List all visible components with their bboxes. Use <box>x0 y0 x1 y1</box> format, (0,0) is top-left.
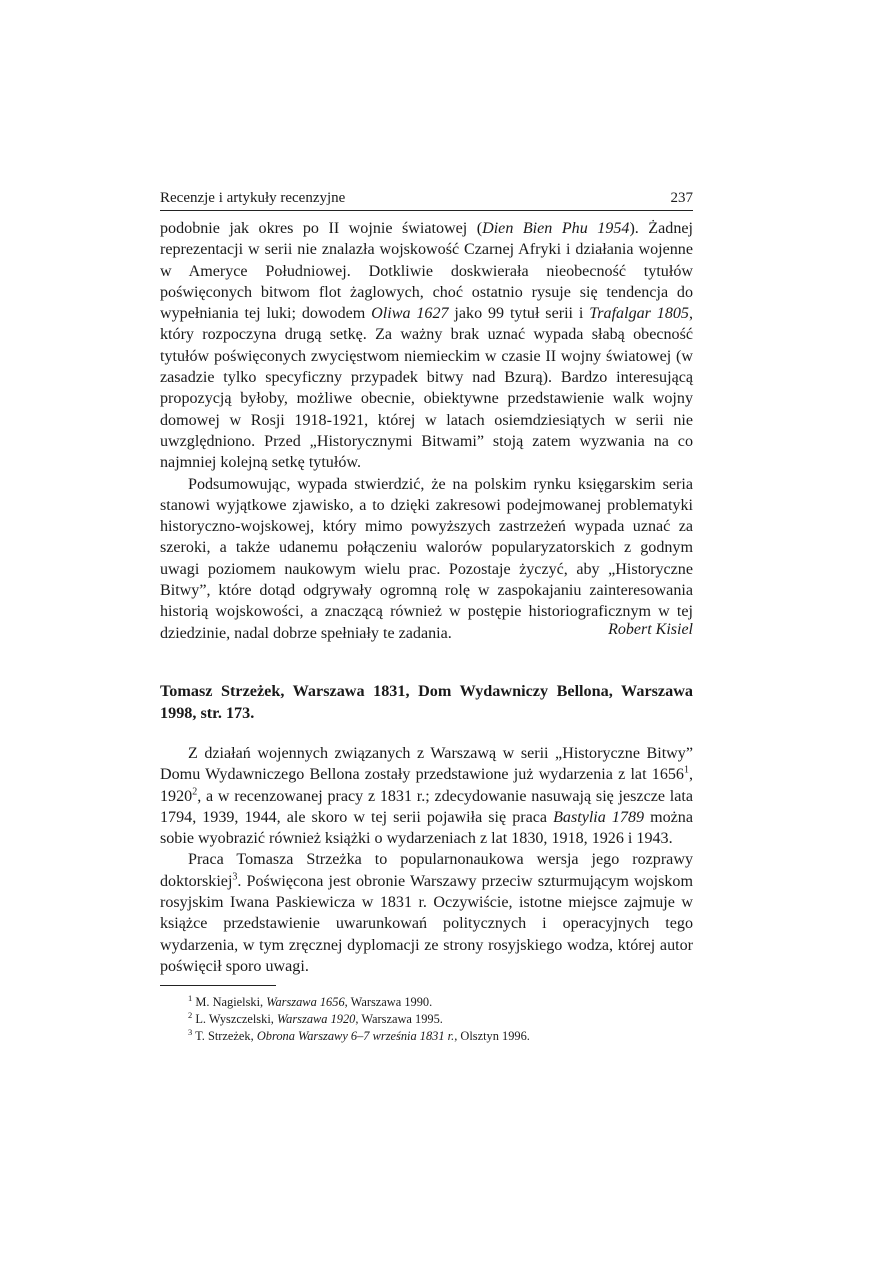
italic-title: Obrona Warszawy 6–7 września 1831 r. <box>256 1029 455 1043</box>
review-heading: Tomasz Strzeżek, Warszawa 1831, Dom Wydawniczy Bellona, Warszawa 1998, str. 173. <box>160 682 693 722</box>
text-run: Praca Tomasza Strzeżka to popularnonaukowa wersja jego rozprawy doktorskiej <box>160 851 693 890</box>
running-head-title: Recenzje i artykuły recenzyjne <box>160 190 346 206</box>
review-text <box>160 743 693 977</box>
text-run: , Warszawa 1990. <box>344 995 433 1009</box>
page-number: 237 <box>670 190 693 206</box>
footnote-mark: 1 <box>188 992 193 1003</box>
text-run: . Poświęcona jest obronie Warszawy przeciw szturmującym wojskom rosyjskim Iwana Paskiewicza w 1831 r. Oczywiście, istotne miejsce zajmuje w książce przedstawienie uwarunkowań politycznych i operacyjnych tego wydarzenia, w tym zręcznej dyplomacji ze strony rosyjskiego wodza, której autor poświęcił sporo uwagi. <box>160 872 693 975</box>
author-signature: Robert Kisiel <box>608 621 693 638</box>
italic-title: Oliwa 1627 <box>371 305 449 323</box>
text-run: M. Nagielski, <box>195 995 267 1009</box>
italic-title: Warszawa 1920 <box>276 1012 356 1026</box>
paragraph: Podsumowując, wypada stwierdzić, że na polskim rynku księgarskim seria stanowi wyjątkowe zjawisko, a to dzięki zakresowi podejmowanej problematyki historyczno-wojskowej, który mimo powyższych zastrzeżeń wypada uznać za szeroki, a także udanemu połączeniu walorów popularyzatorskich z godnym uwagi poziomem naukowym wielu prac. Pozostaje życzyć, aby „Historyczne Bitwy”, które dotąd odgrywały ogromną rolę w zaspokajaniu zainteresowania historią wojskowości, a znaczącą również w postępie historiograficznym w tej dziedzinie, nadal dobrze spełniały te zadania. <box>160 475 693 642</box>
text-run: L. Wyszczelski, <box>195 1012 277 1026</box>
paragraph <box>160 743 693 849</box>
text-run: , Olsztyn 1996. <box>454 1029 530 1043</box>
running-head <box>160 188 693 211</box>
italic-title: Dien Bien Phu 1954 <box>482 220 630 237</box>
text-run: , Warszawa 1995. <box>355 1012 443 1026</box>
text-run: , a w recenzowanej pracy z 1831 r.; zdecydowanie nasuwają się jeszcze lata 1794, 1939, 1944, ale skoro w tej serii pojawiła się praca <box>160 787 693 826</box>
previous-review-text <box>160 218 693 644</box>
footnote-ref[interactable]: 2 <box>192 786 198 798</box>
footnote <box>188 1028 693 1045</box>
footnote <box>188 1011 693 1028</box>
italic-title: Bastylia 1789 <box>553 808 645 826</box>
text-run: ). Żadnej reprezentacji w serii nie znalazła wojskowość Czarnej Afryki i działania wojenne w Ameryce Południowej. Dotkliwie doskwierała nieobecność tytułów poświęconych bitwom flot żaglowych, choć ostatnio rysuje się tendencja do wypełniania tej luki; dowodem <box>160 220 693 323</box>
footnote-divider <box>160 985 276 986</box>
text-run: jako 99 tytuł serii i <box>448 305 590 323</box>
text-run: T. Strzeżek, <box>195 1029 257 1043</box>
text-run: Z działań wojennych związanych z Warszawą w serii „Historyczne Bitwy” Domu Wydawniczego Bellona zostały przedstawione już wydarzenia z lat 1656 <box>160 745 693 784</box>
footnote-ref[interactable]: 3 <box>232 871 238 883</box>
italic-title: Trafalgar 1805 <box>589 305 689 323</box>
paragraph <box>160 218 693 474</box>
footnote-mark: 2 <box>188 1009 193 1020</box>
text-run: , 1920 <box>160 766 693 805</box>
footnote <box>188 994 693 1011</box>
footnotes <box>188 994 693 1045</box>
text-run: , który rozpoczyna drugą setkę. Za ważny brak uznać wypada słabą obecność tytułów poświęconych zwycięstwom niemieckim w czasie II wojny światowej (w zasadzie tylko specyficzny przypadek bitwy nad Bzurą). Bardzo interesującą propozycją byłoby, możliwe obecnie, obiektywne przedstawienie walk wojny domowej w Rosji 1918-1921, której w latach osiemdziesiątych w serii nie uwzględniono. Przed „Historycznymi Bitwami” stoją zatem wyzwania na co najmniej kolejną setkę tytułów. <box>160 305 693 472</box>
paragraph <box>160 849 693 977</box>
text-run: podobnie jak okres po II wojnie światowej ( <box>160 220 483 237</box>
italic-title: Warszawa 1656 <box>266 995 345 1009</box>
text-run: można sobie wyobrazić również książki o wydarzeniach z lat 1830, 1918, 1926 i 1943. <box>160 808 693 848</box>
footnote-mark: 3 <box>188 1026 193 1037</box>
footnote-ref[interactable]: 1 <box>683 764 689 776</box>
